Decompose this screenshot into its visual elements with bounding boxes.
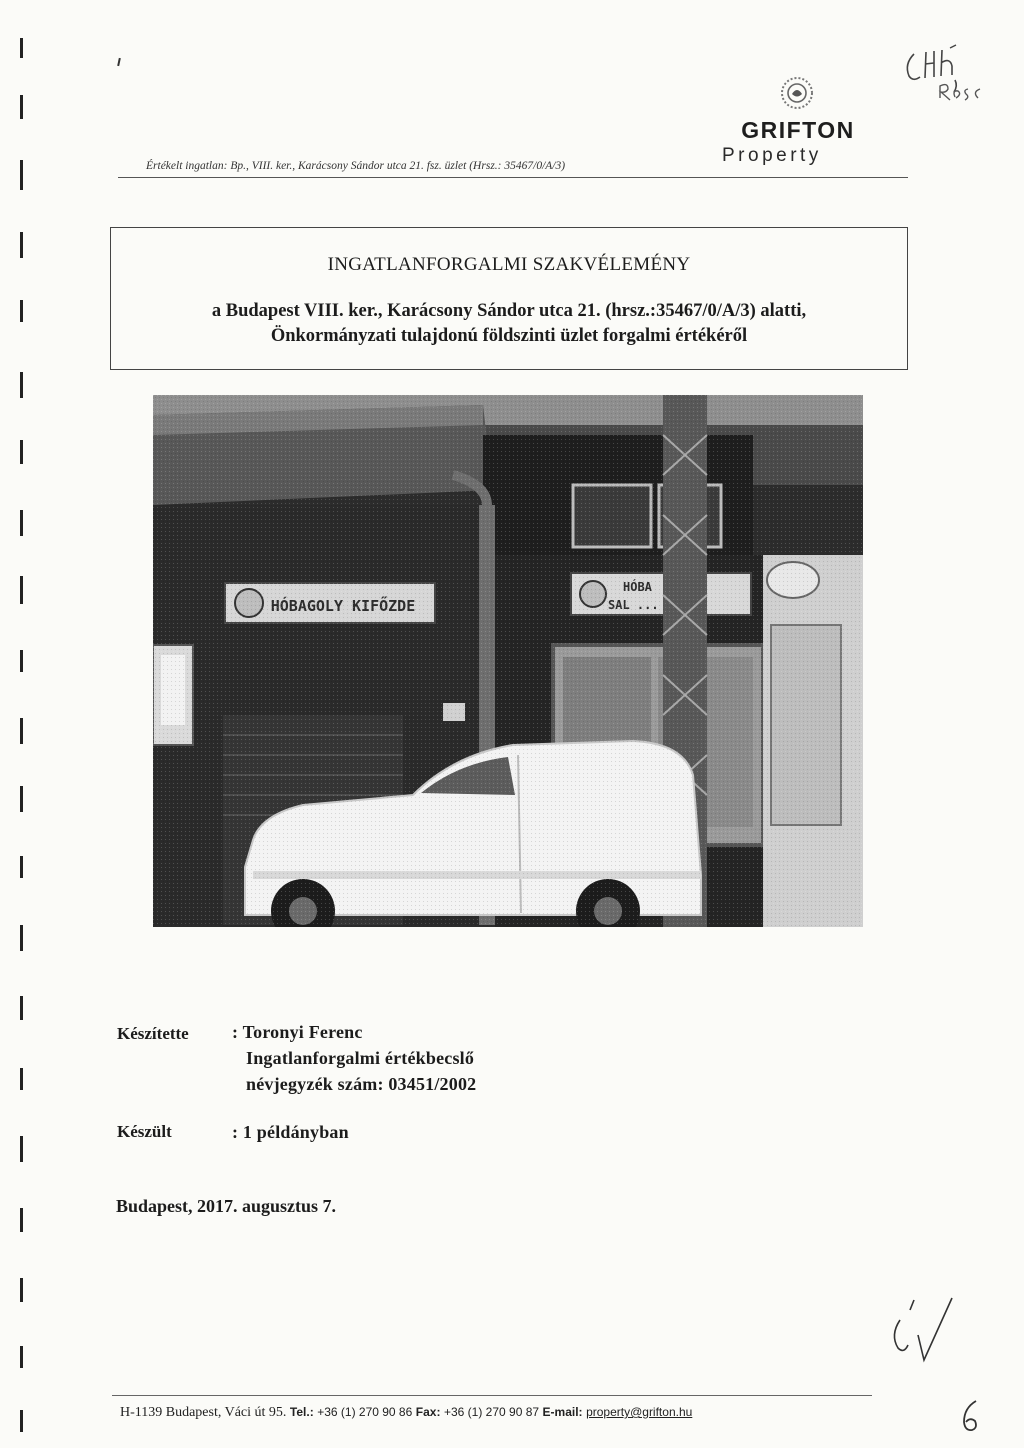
margin-mark xyxy=(20,1410,23,1432)
margin-mark xyxy=(20,576,23,604)
margin-mark xyxy=(20,1346,23,1368)
footer-rule xyxy=(112,1395,872,1396)
margin-mark xyxy=(20,300,23,322)
logo-wordmark: GRIFTON xyxy=(741,117,855,143)
registry-number: névjegyzék szám: 03451/2002 xyxy=(246,1074,477,1094)
property-photo xyxy=(153,395,863,927)
handwritten-page-number xyxy=(958,1398,986,1434)
footer-email-label: E-mail: xyxy=(542,1405,583,1419)
footer-contact xyxy=(120,1405,692,1421)
prepared-by-name: : Toronyi Ferenc xyxy=(232,1022,363,1042)
footer-tel: +36 (1) 270 90 86 xyxy=(317,1405,413,1419)
prepared-by-title: Ingatlanforgalmi értékbecslő xyxy=(246,1048,475,1068)
document-subtitle-line1: a Budapest VIII. ker., Karácsony Sándor utca 21. (hrsz.:35467/0/A/3) alatti, xyxy=(211,301,807,321)
header-property-line: Értékelt ingatlan: Bp., VIII. ker., Karácsony Sándor utca 21. fsz. üzlet (Hrsz.: 35467/0/A/3) xyxy=(146,160,566,172)
margin-mark xyxy=(20,1136,23,1162)
margin-mark xyxy=(20,95,23,119)
handwritten-signature xyxy=(880,1290,960,1370)
margin-mark xyxy=(20,786,23,812)
grifton-logo-emblem xyxy=(779,75,815,111)
margin-mark xyxy=(20,232,23,258)
margin-mark xyxy=(20,925,23,951)
margin-mark xyxy=(20,856,23,878)
title-box xyxy=(110,227,908,370)
margin-mark xyxy=(20,718,23,744)
margin-tick xyxy=(117,58,121,66)
margin-mark xyxy=(20,38,23,58)
margin-mark xyxy=(20,650,23,672)
margin-mark xyxy=(20,372,23,398)
header-rule xyxy=(118,177,908,178)
logo-subtitle: Property xyxy=(722,145,822,166)
footer-email[interactable]: property@grifton.hu xyxy=(586,1405,693,1419)
document-subtitle-line2: Önkormányzati tulajdonú földszinti üzlet forgalmi értékéről xyxy=(270,326,748,346)
document-title: INGATLANFORGALMI SZAKVÉLEMÉNY xyxy=(327,254,691,275)
footer-fax: +36 (1) 270 90 87 xyxy=(443,1405,540,1419)
margin-mark xyxy=(20,996,23,1020)
handwritten-note-top-right xyxy=(900,42,1005,102)
place-and-date: Budapest, 2017. augusztus 7. xyxy=(116,1196,337,1216)
copies-value: : 1 példányban xyxy=(232,1122,349,1142)
margin-mark xyxy=(20,440,23,464)
footer-fax-label: Fax: xyxy=(415,1405,441,1419)
prepared-by-label: Készítette xyxy=(117,1024,189,1043)
margin-mark xyxy=(20,160,23,190)
margin-mark xyxy=(20,1208,23,1232)
margin-mark xyxy=(20,510,23,536)
copies-label: Készült xyxy=(117,1122,172,1141)
margin-mark xyxy=(20,1278,23,1302)
footer-tel-label: Tel.: xyxy=(289,1405,314,1419)
footer-address: H-1139 Budapest, Váci út 95. xyxy=(120,1405,287,1420)
margin-mark xyxy=(20,1068,23,1090)
